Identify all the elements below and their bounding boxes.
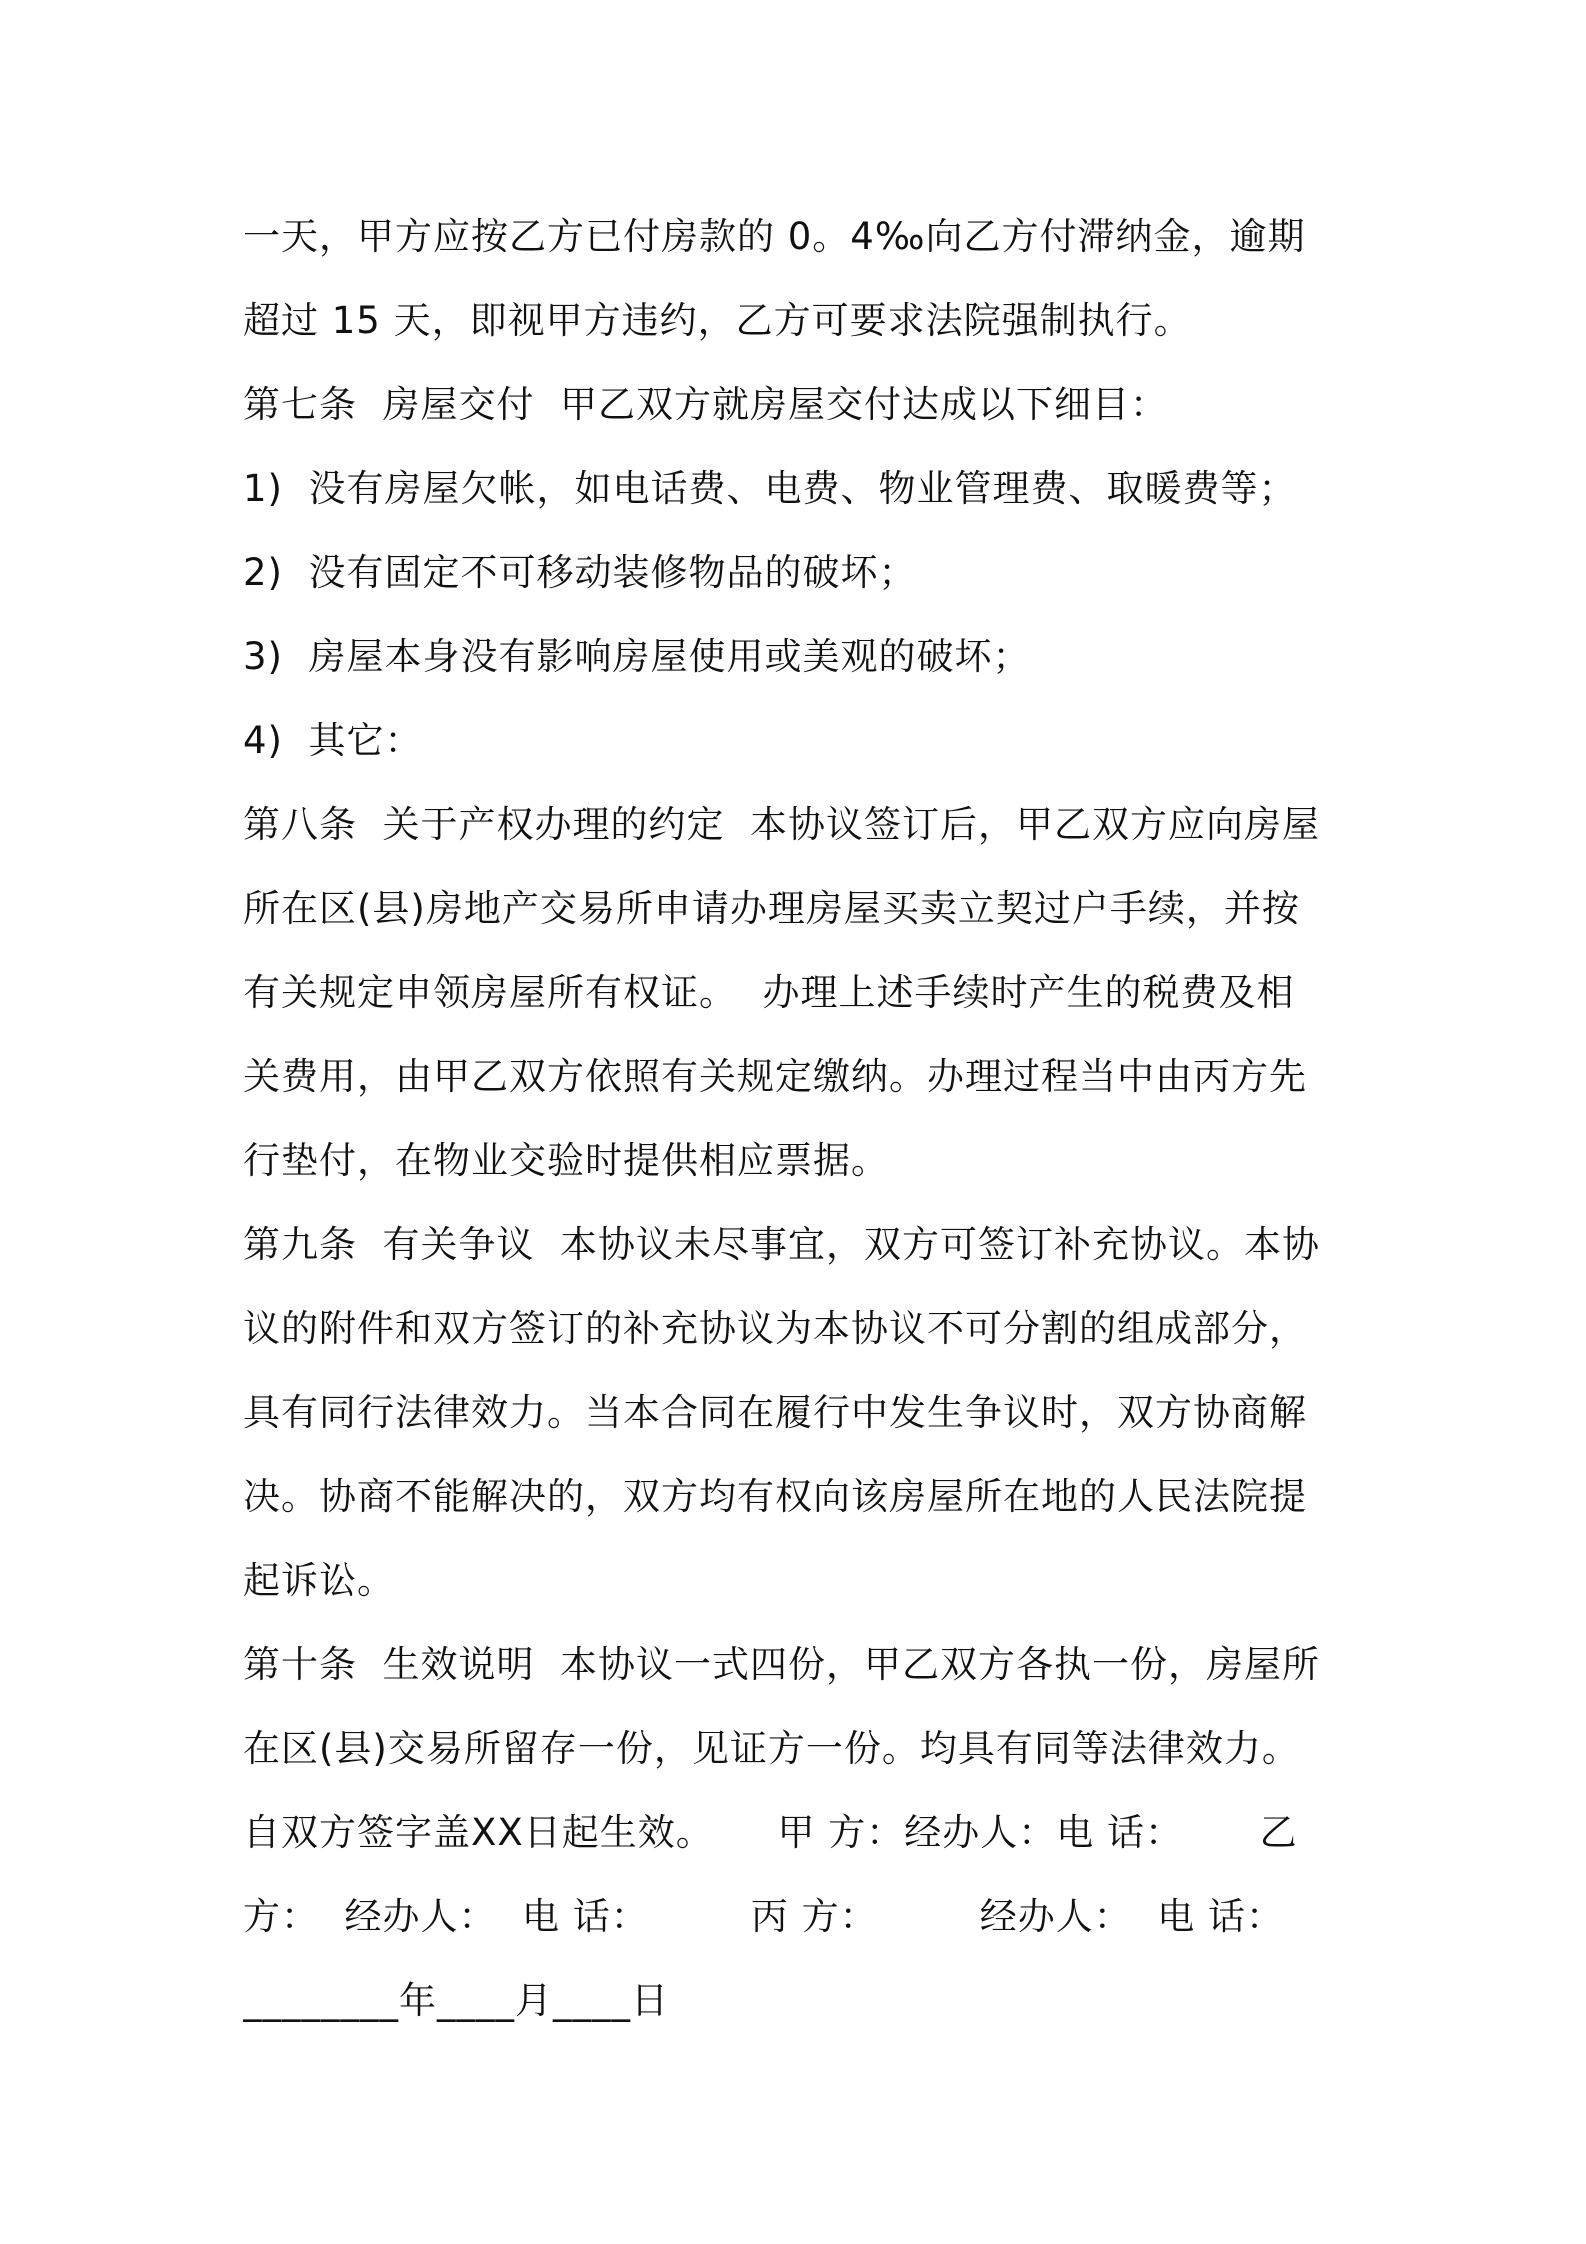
text-line: 所在区(县)房地产交易所申请办理房屋买卖立契过户手续，并按: [243, 887, 1300, 930]
article-10-heading: 第十条 生效说明 本协议一式四份，甲乙双方各执一份，房屋所: [243, 1643, 1321, 1686]
text-line: 在区(县)交易所留存一份，见证方一份。均具有同等法律效力。: [243, 1727, 1300, 1770]
text-line: 起诉讼。: [243, 1559, 395, 1602]
article-9-heading: 第九条 有关争议 本协议未尽事宜，双方可签订补充协议。本协: [243, 1223, 1321, 1266]
signature-line: 方： 经办人： 电 话： 丙 方： 经办人： 电 话：: [243, 1895, 1285, 1938]
list-item: 4) 其它：: [243, 719, 423, 762]
text-line: 议的附件和双方签订的补充协议为本协议不可分割的组成部分，: [243, 1307, 1307, 1350]
document-body: [243, 195, 1355, 2043]
signature-line: 自双方签字盖XX日起生效。 甲 方：经办人：电 话： 乙: [243, 1811, 1298, 1854]
article-7-heading: 第七条 房屋交付 甲乙双方就房屋交付达成以下细目：: [243, 383, 1169, 426]
list-item: 1) 没有房屋欠帐，如电话费、电费、物业管理费、取暖费等；: [243, 467, 1297, 510]
list-item: 2) 没有固定不可移动装修物品的破坏；: [243, 551, 917, 594]
text-line: 决。协商不能解决的，双方均有权向该房屋所在地的人民法院提: [243, 1475, 1307, 1518]
date-line: ________年____月____日: [243, 1979, 669, 2022]
text-line: 有关规定申领房屋所有权证。 办理上述手续时产生的税费及相: [243, 971, 1295, 1014]
text-line: 超过 15 天，即视甲方违约，乙方可要求法院强制执行。: [243, 299, 1192, 342]
text-line: 行垫付，在物业交验时提供相应票据。: [243, 1139, 889, 1182]
list-item: 3) 房屋本身没有影响房屋使用或美观的破坏；: [243, 635, 1031, 678]
text-line: 具有同行法律效力。当本合同在履行中发生争议时，双方协商解: [243, 1391, 1307, 1434]
text-line: 关费用，由甲乙双方依照有关规定缴纳。办理过程当中由丙方先: [243, 1055, 1307, 1098]
article-8-heading: 第八条 关于产权办理的约定 本协议签订后，甲乙双方应向房屋: [243, 803, 1321, 846]
text-line: 一天，甲方应按乙方已付房款的 0。4‰向乙方付滞纳金，逾期: [243, 215, 1306, 258]
